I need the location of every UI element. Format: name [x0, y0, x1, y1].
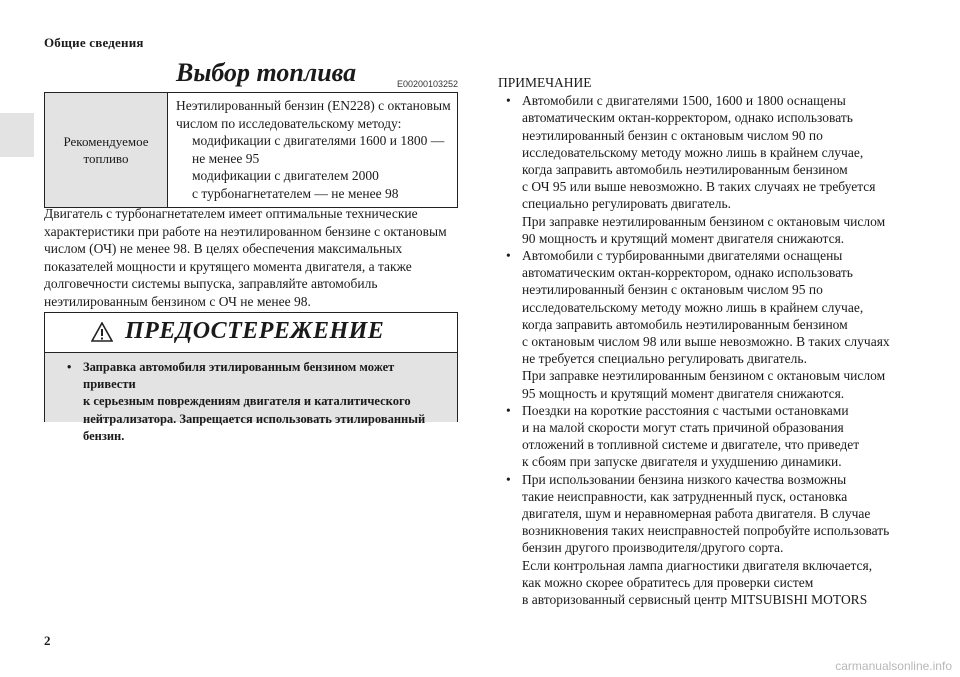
- note-line: возникновения таких неисправностей попробуйте использовать: [522, 523, 890, 539]
- notes-section: [498, 74, 908, 608]
- watermark: carmanualsonline.info: [835, 659, 952, 673]
- fuel-title-block: [44, 52, 458, 92]
- turbo-paragraph: [44, 205, 464, 311]
- bullet-icon: •: [506, 471, 511, 487]
- warning-box: [44, 312, 458, 443]
- note-line: При заправке неэтилированным бензином с октановым числом: [522, 213, 886, 229]
- note-line: неэтилированный бензин с октановым числом 95 по: [522, 282, 823, 298]
- note-line: 90 мощность и крутящий момент двигателя снижаются.: [522, 230, 845, 246]
- note-line: 95 мощность и крутящий момент двигателя снижаются.: [522, 385, 845, 401]
- note-item: [498, 471, 908, 609]
- note-line: При использовании бензина низкого качества возможны: [522, 471, 847, 487]
- note-line: с ОЧ 95 или выше невозможно. В таких случаях не требуется: [522, 179, 876, 195]
- note-line: Если контрольная лампа диагностики двигателя включается,: [522, 557, 873, 573]
- note-line: отложений в топливной системе и двигателе, что приведет: [522, 437, 860, 453]
- note-item: [498, 402, 908, 471]
- fuel-line: Неэтилированный бензин (EN228) с октановым: [176, 98, 451, 113]
- notes-title: ПРИМЕЧАНИЕ: [498, 75, 592, 90]
- note-line: автоматическим октан-корректором, однако использовать: [522, 110, 853, 126]
- note-line: как можно скорее обратитесь для проверки систем: [522, 574, 814, 590]
- note-line: не требуется специально регулировать двигатель.: [522, 351, 807, 367]
- paragraph-line: числом (ОЧ) не менее 98. В целях обеспечения максимальных: [44, 241, 403, 257]
- note-line: и на малой скорости могут стать причиной образования: [522, 420, 844, 436]
- note-item: [498, 92, 908, 247]
- fuel-table: [44, 92, 458, 208]
- note-line: Автомобили с турбированными двигателями оснащены: [522, 248, 843, 264]
- fuel-table-label: Рекомендуемое топливо: [45, 93, 168, 208]
- section-header: Общие сведения: [44, 35, 144, 50]
- note-line: специально регулировать двигатель.: [522, 196, 731, 212]
- warning-line: нейтрализатора. Запрещается использовать этилированный: [83, 411, 426, 426]
- note-line: Поездки на короткие расстояния с частыми остановками: [522, 402, 849, 418]
- warning-title: ПРЕДОСТЕРЕЖЕНИЕ: [125, 318, 385, 344]
- note-line: к сбоям при запуске двигателя и ухудшению динамики.: [522, 454, 842, 470]
- bullet-icon: •: [67, 360, 72, 374]
- note-line: в авторизованный сервисный центр MITSUBISHI MOTORS: [522, 592, 868, 608]
- note-line: исследовательскому методу можно лишь в крайнем случае,: [522, 299, 864, 315]
- note-line: автоматическим октан-корректором, однако использовать: [522, 265, 853, 281]
- side-tab-marker: [0, 113, 34, 157]
- paragraph-line: долговечности системы выпуска, заправляйте автомобиль: [44, 276, 378, 292]
- warning-line: бензин.: [83, 428, 125, 443]
- bullet-icon: •: [506, 248, 511, 264]
- warning-body: [45, 353, 457, 443]
- note-line: такие неисправности, как затрудненный пуск, остановка: [522, 488, 848, 504]
- note-line: исследовательскому методу можно лишь в крайнем случае,: [522, 144, 864, 160]
- note-line: Автомобили с двигателями 1500, 1600 и 1800 оснащены: [522, 93, 846, 109]
- paragraph-line: Двигатель с турбонагнетателем имеет оптимальные технические: [44, 206, 418, 221]
- note-line: когда заправить автомобиль неэтилированным бензином: [522, 162, 848, 178]
- note-line: когда заправить автомобиль неэтилированным бензином: [522, 316, 848, 332]
- note-line: с октановым числом 98 или выше невозможно. В таких случаях: [522, 334, 890, 350]
- warning-header: [45, 313, 457, 353]
- page-title: Выбор топлива: [176, 58, 357, 87]
- paragraph-line: характеристики при работе на неэтилированном бензине с октановым: [44, 223, 447, 239]
- note-line: двигателя, шум и неравномерная работа двигателя. В случае: [522, 506, 871, 522]
- fuel-line: модификации с двигателями 1600 и 1800 —: [192, 133, 445, 149]
- fuel-line: модификации с двигателем 2000: [192, 168, 379, 184]
- warning-line: Заправка автомобиля этилированным бензином может привести: [83, 360, 395, 392]
- bullet-icon: •: [506, 93, 511, 109]
- note-line: бензин другого производителя/другого сорта.: [522, 540, 784, 556]
- paragraph-line: неэтилированным бензином с ОЧ не менее 98.: [44, 293, 311, 309]
- note-line: При заправке неэтилированным бензином с октановым числом: [522, 368, 886, 384]
- fuel-table-value: [168, 93, 458, 208]
- fuel-line: не менее 95: [192, 150, 260, 166]
- page-number: 2: [44, 633, 51, 648]
- fuel-line: числом по исследовательскому методу:: [176, 115, 402, 131]
- warning-triangle-icon: [91, 322, 113, 342]
- note-item: [498, 247, 908, 402]
- warning-line: к серьезным повреждениям двигателя и каталитического: [83, 394, 411, 409]
- fuel-line: с турбонагнетателем — не менее 98: [192, 185, 399, 201]
- paragraph-line: показателей мощности и крутящего момента двигателя, а также: [44, 258, 412, 274]
- note-line: неэтилированный бензин с октановым числом 90 по: [522, 127, 823, 143]
- section-code: E00200103252: [396, 79, 458, 89]
- bullet-icon: •: [506, 402, 511, 418]
